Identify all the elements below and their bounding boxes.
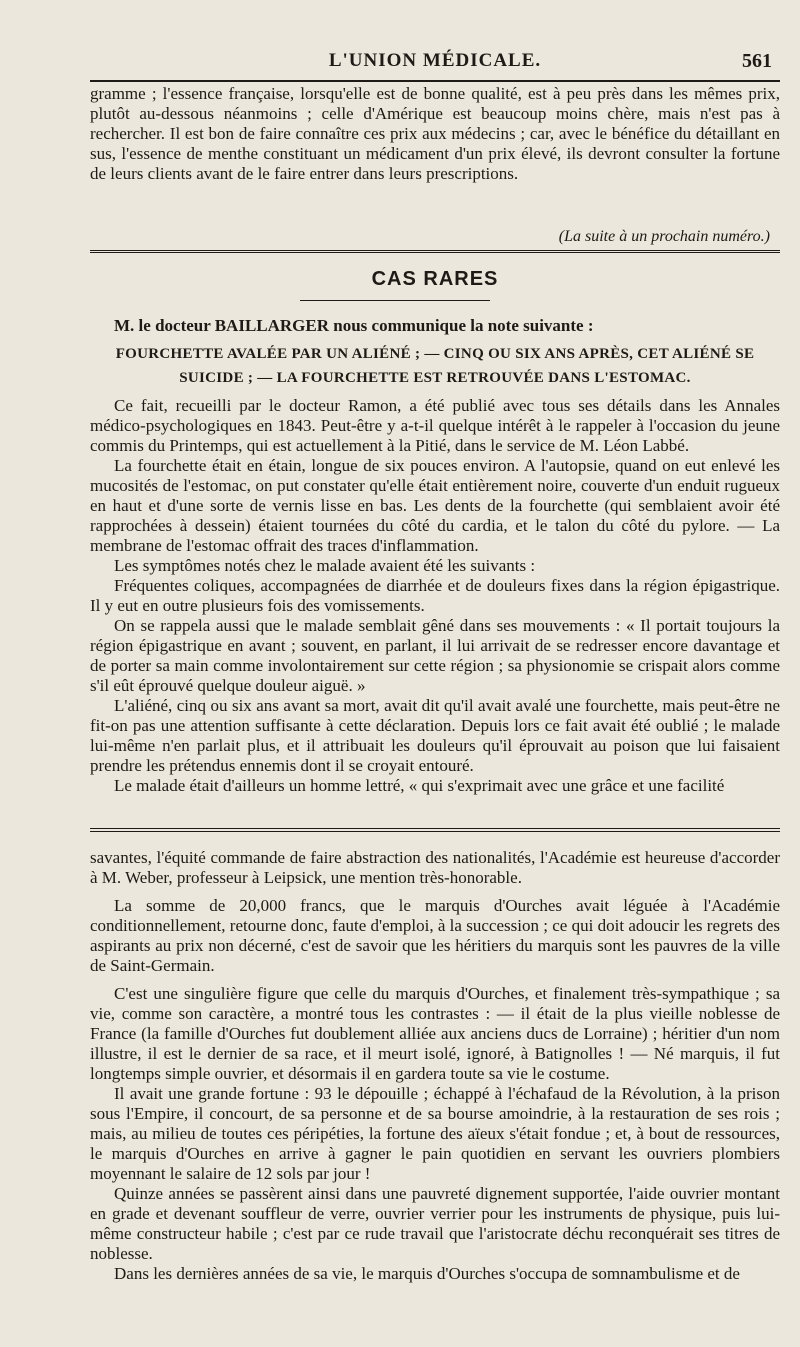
continued-note: (La suite à un prochain numéro.) [558,228,770,245]
previous-article-end [90,84,780,184]
heading-underline [300,300,490,301]
paragraph: L'aliéné, cinq ou six ans avant sa mort, avait dit qu'il avait avalé une fourchette, mais peut-être ne fit-on pas une attention suffisante à cette déclaration. Depuis lors ce fait avait été oublié ; le malade lui-même n'en parlait plus, et il attribuait les douleurs qu'il éprouvait au poison que lui faisaient prendre les prétendus ennemis dont il se croyait entouré. [90,696,780,775]
page-number: 561 [742,50,772,72]
section-divider [90,250,780,253]
paragraph: C'est une singulière figure que celle du marquis d'Ourches, et finalement très-sympathique ; sa vie, comme son caractère, a montré tous les contrastes : — il était de la plus vieille noblesse de France (la famille d'Ourches fut doublement alliée aux anciens ducs de Lorraine) ; héritier d'un nom illustre, il est le dernier de sa race, et il meurt isolé, ignoré, à Batignolles ! — Né marquis, il fut longtemps simple ouvrier, et désormais il en gardera toute sa vie le costume. [90,984,780,1083]
paragraph: gramme ; l'essence française, lorsqu'elle est de bonne qualité, est à peu près dans les mêmes prix, plutôt au-dessous néanmoins ; celle d'Amérique est beaucoup moins chère, mais n'est pas à rechercher. Il est bon de faire connaître ces prix aux médecins ; car, avec le bénéfice du détaillant en sus, l'essence de menthe constituant un médicament d'un prix élevé, ils devront consulter la fortune de leurs clients avant de le faire entrer dans leurs prescriptions. [90,84,780,183]
paragraph: Il avait une grande fortune : 93 le dépouille ; échappé à l'échafaud de la Révolution, à la prison sous l'Empire, il concourt, de sa personne et de sa bourse amoindrie, à la restauration de ses rois ; mais, au milieu de toutes ces péripéties, la fortune des aïeux s'était fondue ; et, à bout de ressources, le marquis d'Ourches en arrive à gagner le pain quotidien en servant les ouvriers plombiers moyennant le salaire de 12 sols par jour ! [90,1084,780,1183]
paragraph: Quinze années se passèrent ainsi dans une pauvreté dignement supportée, l'aide ouvrier montant en grade et devenant souffleur de verre, ouvrier verrier pour les instruments de physique, puis lui-même constructeur habile ; c'est par ce rude travail que l'aristocrate déchu reconquérait ses titres de noblesse. [90,1184,780,1263]
paragraph: Fréquentes coliques, accompagnées de diarrhée et de douleurs fixes dans la région épigastrique. Il y eut en outre plusieurs fois des vomissements. [90,576,780,615]
section-heading: CAS RARES [371,268,499,290]
article-title: FOURCHETTE AVALÉE PAR UN ALIÉNÉ ; — CINQ OU SIX ANS APRÈS, CET ALIÉNÉ SE SUICIDE ; — LA FOURCHETTE EST RETROUVÉE DANS L'ESTOMAC. [115,346,755,386]
header-rule [90,80,780,82]
paragraph: La fourchette était en étain, longue de six pouces environ. A l'autopsie, quand on eut enlevé les mucosités de l'estomac, on put constater qu'elle était entièrement noire, couverte d'un enduit rugueux en haut et d'une sorte de vernis lisse en bas. Les dents de la fourchette (qui semblaient avoir été rapprochées à dessein) étaient tournées du côté du cardia, et le talon du côté du pylore. — La membrane de l'estomac offrait des traces d'inflammation. [90,456,780,555]
paragraph: savantes, l'équité commande de faire abstraction des nationalités, l'Académie est heureuse d'accorder à M. Weber, professeur à Leipsick, une mention très-honorable. [90,848,780,887]
journal-title: L'UNION MÉDICALE. [328,50,542,71]
paragraph: Dans les dernières années de sa vie, le marquis d'Ourches s'occupa de somnambulisme et de [114,1264,740,1283]
feuilleton [90,848,780,1284]
article-intro: M. le docteur BAILLARGER nous communique la note suivante : [114,316,594,335]
paragraph: Les symptômes notés chez le malade avaient été les suivants : [114,556,536,575]
paragraph: Le malade était d'ailleurs un homme lettré, « qui s'exprimait avec une grâce et une facilité [114,776,725,795]
paragraph: Ce fait, recueilli par le docteur Ramon, a été publié avec tous ses détails dans les Annales médico-psychologiques en 1843. Peut-être y a-t-il quelque intérêt à le rappeler à l'occasion du jeune commis du Printemps, qui est actuellement à la Pitié, dans le service de M. Léon Labbé. [90,396,780,455]
feuilleton-divider [90,828,780,832]
running-head [90,50,780,72]
paragraph: On se rappela aussi que le malade semblait gêné dans ses mouvements : « Il portait toujours la région épigastrique en avant ; souvent, en parlant, il lui arrivait de se redresser encore davantage et de porter sa main comme involontairement sur cette région ; sa physionomie se crispait alors comme s'il eût éprouvé quelque douleur aiguë. » [90,616,780,695]
paragraph: La somme de 20,000 francs, que le marquis d'Ourches avait léguée à l'Académie conditionnellement, retourne donc, faute d'emploi, à la succession ; ce qui doit adoucir les regrets des aspirants au prix non décerné, c'est de savoir que les héritiers du marquis sont les pauvres de la ville de Saint-Germain. [90,896,780,975]
article [90,316,780,796]
